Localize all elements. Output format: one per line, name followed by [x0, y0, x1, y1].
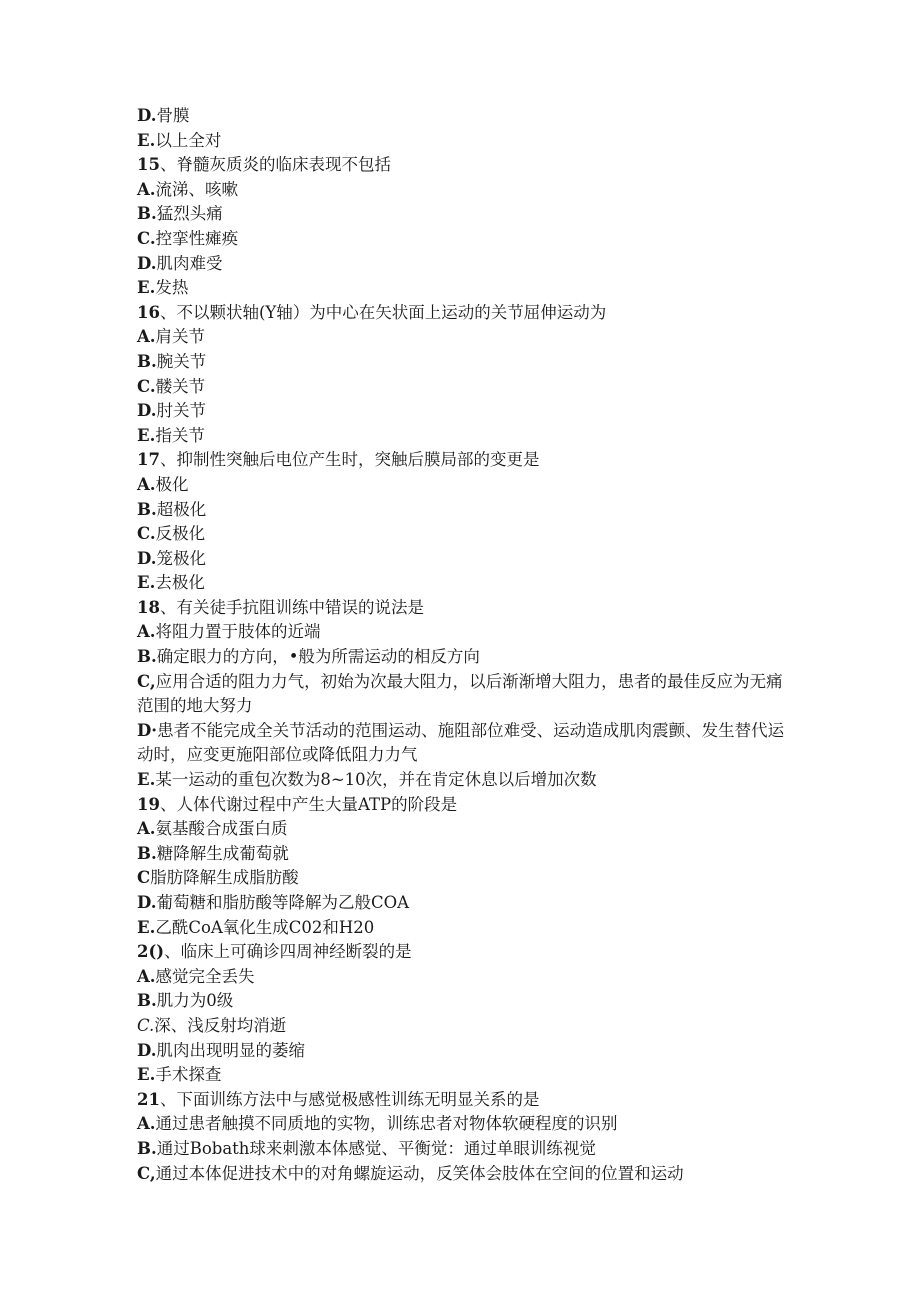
question-line — [137, 1088, 797, 1113]
option-label: B. — [137, 1138, 157, 1158]
question-text: 、抑制性突触后电位产生时，突触后膜局部的变更是 — [159, 450, 540, 470]
option-line — [137, 916, 797, 941]
option-line — [137, 399, 797, 424]
option-line — [137, 178, 797, 203]
option-text: 将阻力置于肢体的近端 — [155, 622, 321, 642]
option-line — [137, 842, 797, 867]
option-text: 腕关节 — [156, 351, 207, 371]
option-text: 通过本体促进技术中的对角螺旋运动，反笑体会肢体在空间的位置和运动 — [155, 1163, 684, 1183]
option-text: 肌肉难受 — [156, 253, 223, 273]
option-line — [137, 719, 797, 768]
question-line — [137, 940, 797, 965]
question-line — [137, 793, 797, 818]
question-number: 16 — [137, 302, 160, 322]
option-label: C. — [137, 376, 156, 396]
option-text: 确定眼力的方向，•般为所需运动的相反方向 — [156, 647, 480, 667]
question-text: 、人体代谢过程中产生大量ATP的阶段是 — [159, 794, 458, 814]
option-text: 控挛性瘫痪 — [155, 228, 239, 248]
option-label: A. — [137, 819, 156, 839]
option-text: 笼极化 — [156, 548, 206, 568]
option-line — [137, 1112, 797, 1137]
option-text: 葡萄糖和脂肪酸等降解为乙般COA — [156, 893, 410, 912]
option-line — [137, 1063, 797, 1088]
option-label: A. — [137, 1114, 156, 1134]
option-line — [137, 522, 797, 547]
question-line — [137, 448, 797, 473]
option-text: 某一运动的重包次数为8~10次，并在肯定休息以后增加次数 — [155, 770, 597, 790]
option-text: 乙酰CoA氧化生成C02和H20 — [155, 917, 375, 937]
option-label: D. — [137, 401, 157, 421]
option-line — [137, 1039, 797, 1064]
option-text: 肩关节 — [155, 327, 206, 347]
option-label: D. — [137, 548, 157, 568]
option-text: 肘关节 — [156, 401, 206, 421]
option-label: C, — [137, 1163, 156, 1183]
question-text: 、脊髓灰质炎的临床表现不包括 — [159, 155, 391, 175]
option-text: 感觉完全丢失 — [155, 966, 255, 986]
option-line — [137, 375, 797, 400]
option-label: B. — [137, 843, 157, 863]
option-label: E. — [137, 1065, 156, 1085]
option-line — [137, 104, 797, 129]
option-text: 发热 — [155, 278, 189, 298]
option-label: E. — [137, 917, 156, 937]
option-text: 去极化 — [155, 573, 205, 593]
question-number: 19 — [137, 794, 160, 814]
question-text: 、不以颗状轴(Y轴）为中心在矢状面上运动的关节屈伸运动为 — [159, 302, 607, 322]
question-line — [137, 301, 797, 326]
option-text: 手术探查 — [155, 1065, 222, 1085]
option-label: B. — [137, 351, 157, 371]
option-line — [137, 547, 797, 572]
option-text: 骨膜 — [156, 106, 190, 125]
option-line — [137, 276, 797, 301]
option-text: 髅关节 — [155, 376, 206, 396]
option-text: 氨基酸合成蛋白质 — [155, 819, 288, 839]
option-text: 通过患者触摸不同质地的实物，训练忠者对物体软硬程度的识别 — [155, 1114, 618, 1134]
option-line — [137, 670, 797, 719]
option-label: C. — [137, 1015, 155, 1035]
question-text: 、临床上可确诊四周神经断裂的是 — [164, 942, 412, 962]
option-text: 流涕、咳嗽 — [155, 179, 239, 199]
option-line — [137, 498, 797, 523]
option-label: E. — [137, 130, 156, 150]
option-label: E. — [137, 425, 156, 445]
option-label: C, — [137, 671, 156, 691]
option-text: 应用合适的阻力力气，初始为次最大阻力，以后渐渐增大阻力，患者的最佳反应为无痛范围的地大努力 — [137, 671, 783, 716]
option-label: A. — [137, 622, 156, 642]
option-label: B. — [137, 647, 157, 667]
question-number: 21 — [137, 1089, 160, 1109]
option-text: 猛烈头痛 — [156, 204, 223, 224]
option-label: C. — [137, 228, 156, 248]
option-line — [137, 645, 797, 670]
option-label: A. — [137, 179, 156, 199]
option-line — [137, 989, 797, 1014]
option-label: C — [137, 868, 151, 888]
option-line — [137, 866, 797, 891]
option-label: B. — [137, 991, 157, 1011]
option-line — [137, 1162, 797, 1187]
option-line — [137, 202, 797, 227]
option-line — [137, 620, 797, 645]
option-text: 糖降解生成葡萄就 — [156, 843, 289, 863]
option-text: 肌力为0级 — [156, 991, 234, 1011]
option-text: 通过Bobath球来刺激本体感觉、平衡觉：通过单眼训练视觉 — [156, 1138, 596, 1158]
question-number: 17 — [137, 450, 160, 470]
option-label: D· — [137, 720, 158, 740]
option-line — [137, 473, 797, 498]
option-label: A. — [137, 327, 156, 347]
option-line — [137, 252, 797, 277]
option-label: D. — [137, 893, 157, 912]
document-page — [137, 104, 797, 1186]
option-text: 患者不能完成全关节活动的范围运动、施阻部位难受、运动造成肌肉震颤、发生替代运动时，应变更施阳部位或降低阻力力气 — [137, 720, 785, 765]
option-text: 指关节 — [155, 425, 205, 445]
option-text: 反极化 — [155, 524, 206, 544]
option-label: D. — [137, 1040, 157, 1060]
option-line — [137, 891, 797, 916]
option-text: 肌肉出现明显的萎缩 — [156, 1040, 305, 1060]
question-line — [137, 153, 797, 178]
option-line — [137, 1014, 797, 1039]
question-text: 、有关徒手抗阻训练中错误的说法是 — [159, 597, 424, 617]
question-line — [137, 596, 797, 621]
option-label: D. — [137, 253, 157, 273]
option-line — [137, 424, 797, 449]
option-label: B. — [137, 499, 157, 519]
option-label: A. — [137, 966, 156, 986]
option-text: 以上全对 — [155, 130, 222, 150]
option-text: 深、浅反射均消逝 — [154, 1015, 287, 1035]
option-label: D. — [137, 106, 157, 125]
option-line — [137, 129, 797, 154]
question-number: 2() — [137, 942, 165, 962]
question-number: 18 — [137, 597, 160, 617]
option-label: A. — [137, 474, 156, 494]
question-number: 15 — [137, 155, 160, 175]
option-text: 极化 — [155, 474, 189, 494]
option-line — [137, 965, 797, 990]
option-label: E. — [137, 770, 156, 790]
option-line — [137, 227, 797, 252]
option-label: E. — [137, 278, 156, 298]
option-label: B. — [137, 204, 157, 224]
option-label: C. — [137, 524, 156, 544]
option-label: E. — [137, 573, 156, 593]
option-line — [137, 325, 797, 350]
option-text: 脂肪降解生成脂肪酸 — [150, 868, 299, 888]
option-line — [137, 1137, 797, 1162]
option-line — [137, 817, 797, 842]
option-line — [137, 571, 797, 596]
option-text: 超极化 — [156, 499, 207, 519]
option-line — [137, 768, 797, 793]
option-line — [137, 350, 797, 375]
question-text: 、下面训练方法中与感觉极感性训练无明显关系的是 — [159, 1089, 540, 1109]
